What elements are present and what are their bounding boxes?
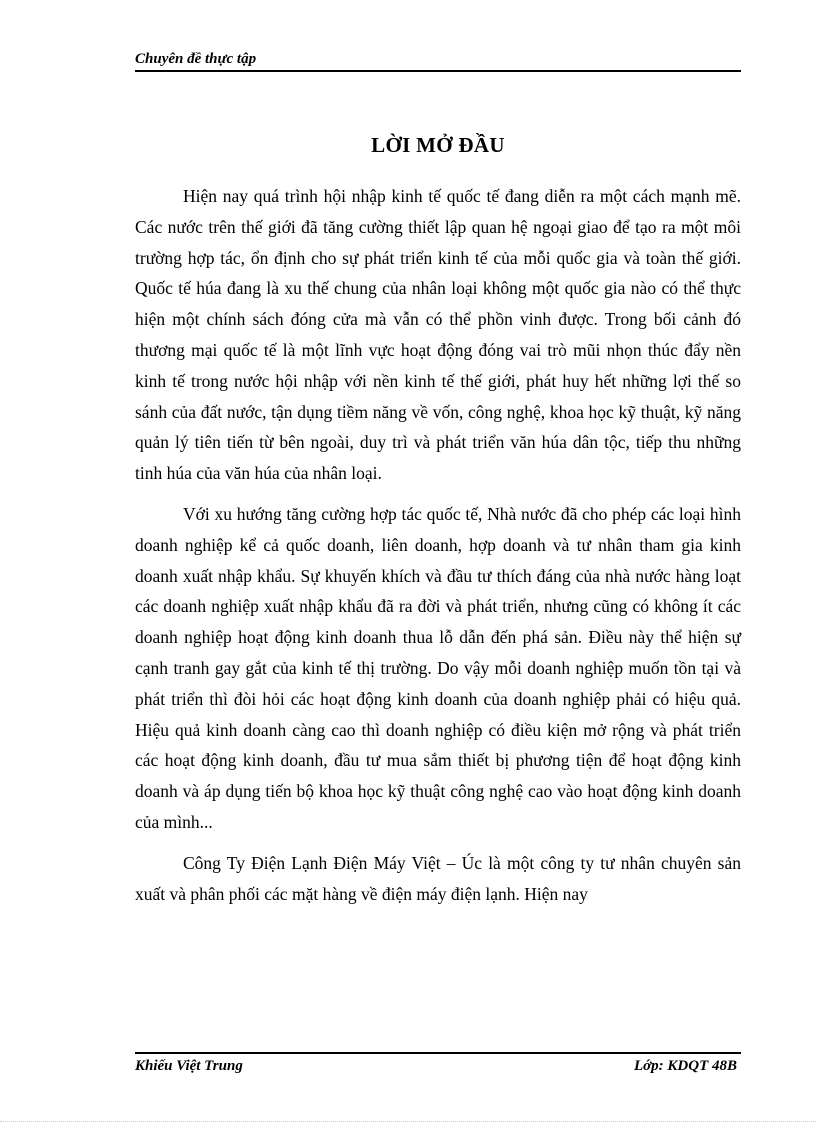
footer-author: Khiếu Việt Trung [135,1058,243,1074]
page-edge-dotted-line [0,1121,816,1122]
page-title: LỜI MỞ ĐẦU [371,133,505,157]
paragraph-company: Công Ty Điện Lạnh Điện Máy Việt – Úc là một công ty tư nhân chuyên sản xuất và phân phối các mặt hàng về điện máy điện lạnh. Hiện nay [135,852,741,904]
paragraph-intro: Hiện nay quá trình hội nhập kinh tế quốc tế đang diễn ra một cách mạnh mẽ. Các nước trên thế giới đã tăng cường thiết lập quan hệ ngoại giao để tạo ra một môi trường hợp tác, ổn định cho sự phát triển kinh tế của mỗi quốc gia và toàn thế giới. Quốc tế húa đang là xu thế chung của nhân loại không một quốc gia nào có thể thực hiện một chính sách đóng cửa mà vẫn có thể phồn vinh được. Trong bối cảnh đó thương mại quốc tế là một lĩnh vực hoạt động đóng vai trò mũi nhọn thúc đẩy nền kinh tế trong nước hội nhập với nền kinh tế thế giới, phát huy hết những lợi thế so sánh của đất nước, tận dụng tiềm năng về vốn, công nghệ, khoa học kỹ thuật, kỹ năng quản lý tiên tiến từ bên ngoài, duy trì và phát triển văn húa dân tộc, tiếp thu những tinh húa của văn húa của nhân loại. [135,186,741,484]
footer-class: Lớp: KDQT 48B [633,1058,737,1074]
header-text: Chuyên đề thực tập [135,51,257,67]
document-body [135,181,741,909]
paragraph-trend: Với xu hướng tăng cường hợp tác quốc tế, Nhà nước đã cho phép các loại hình doanh nghiệp kể cả quốc doanh, liên doanh, hợp doanh và tư nhân tham gia kinh doanh xuất nhập khẩu. Sự khuyến khích và đầu tư thích đáng của nhà nước hàng loạt các doanh nghiệp xuất nhập khẩu đã ra đời và phát triển, nhưng cũng có không ít các doanh nghiệp hoạt động kinh doanh thua lỗ dẫn đến phá sản. Điều này thể hiện sự cạnh tranh gay gắt của kinh tế thị trường. Do vậy mỗi doanh nghiệp muốn tồn tại và phát triển thì đòi hỏi các hoạt động kinh doanh của doanh nghiệp phải có hiệu quả. Hiệu quả kinh doanh càng cao thì doanh nghiệp có điều kiện mở rộng và phát triển các hoạt động kinh doanh, đầu tư mua sắm thiết bị phương tiện để hoạt động kinh doanh và áp dụng tiến bộ khoa học kỹ thuật công nghệ cao vào hoạt động kinh doanh của mình... [135,503,741,832]
page-header [135,48,741,72]
page-footer [135,1052,741,1078]
